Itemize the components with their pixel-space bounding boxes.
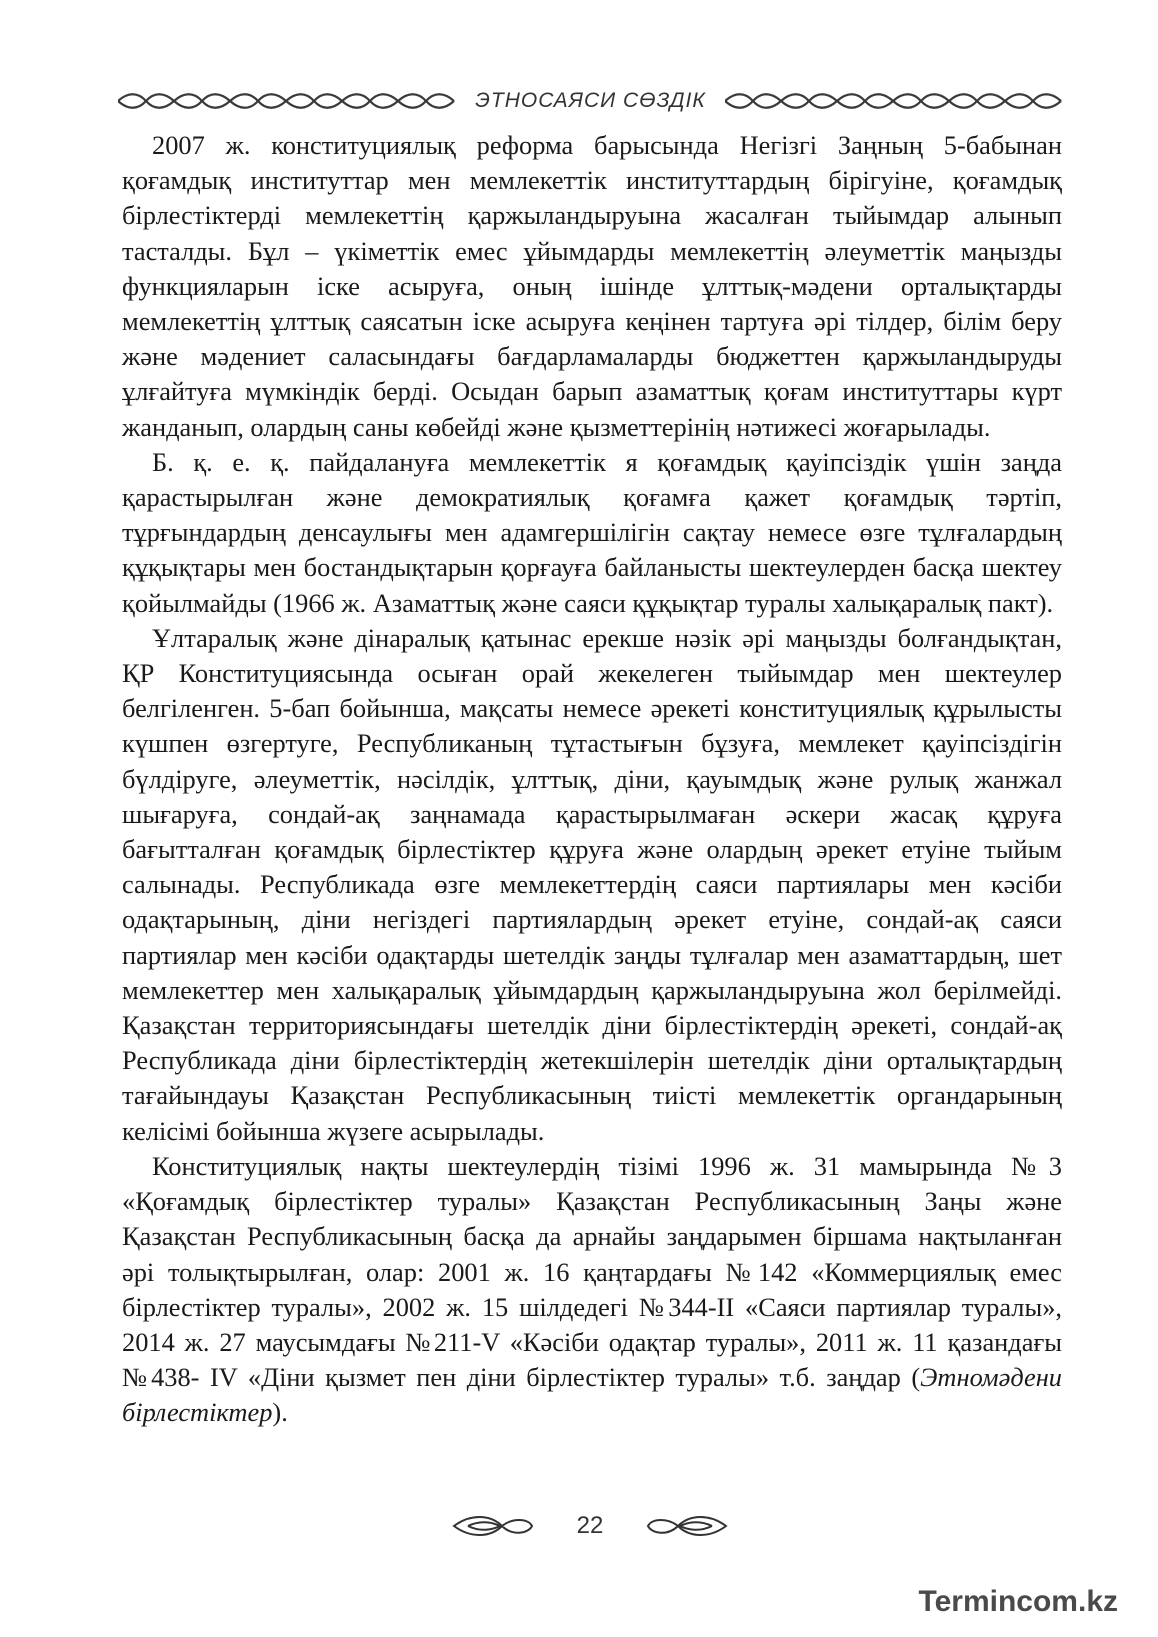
left-flourish-icon xyxy=(450,1512,536,1540)
page-footer xyxy=(450,1506,730,1546)
cross-reference-link: Этномәдени бірлестіктер xyxy=(122,1362,1062,1428)
right-ornament-icon xyxy=(725,90,1063,112)
page-header xyxy=(118,86,1063,116)
paragraph-4-tail: ). xyxy=(272,1397,288,1428)
paragraph-4-text: Конституциялық нақты шектеулердің тізімі 1996 ж. 31 мамырында №3 «Қоғамдық бірлестіктер туралы» Қазақстан Республикасының Заңы және Қазақстан Республикасының басқа да арнайы заңдарымен біршама нақтыланған әрі толықтырылған, олар: 2001 ж. 16 қаңтардағы №142 «Коммерциялық емес бірлестіктер туралы», 2002 ж. 15 шілдедегі №344-ІІ «Саяси партиялар туралы», 2014 ж. 27 маусымдағы №211-V «Кәсіби одақтар туралы», 2011 ж. 11 қазандағы №438- IV «Діни қызмет пен діни бірлестіктер туралы» т.б. заңдар ( xyxy=(122,1150,1062,1393)
page-title: ЭТНОСАЯСИ СӨЗДІК xyxy=(475,89,706,112)
watermark-logo: Termincom.kz xyxy=(918,1585,1118,1618)
paragraph-2: Б. қ. е. қ. пайдалануға мемлекеттік я қоғамдық қауіпсіздік үшін заңда қарастырылған және демократиялық қоғамға қажет қоғамдық тәртіп, тұрғындардың денсаулығы мен адамгершілігін сақтау немесе өзге тұлғалардың құқықтары мен бостандықтарын қорғауға байланысты шектеулерден басқа шектеу қойылмайды (1966 ж. Азаматтық және саяси құқықтар туралы халықаралық пакт). xyxy=(122,446,1062,618)
right-flourish-icon xyxy=(644,1512,730,1540)
left-ornament-icon xyxy=(118,90,456,112)
paragraph-3: Ұлтаралық және дінаралық қатынас ерекше нәзік әрі маңызды болғандықтан, ҚР Конституциясында осыған орай жекелеген тыйымдар мен шектеулер белгіленген. 5-бап бойынша, мақсаты немесе әрекеті конституциялық құрылысты күшпен өзгертуге, Республиканың тұтастығын бұзуға, мемлекет қауіпсіздігін бүлдіруге, әлеуметтік, нәсілдік, ұлттық, діни, қауымдық және рулық жанжал шығаруға, сондай-ақ заңнамада қарастырылмаған әскери жасақ құруға бағытталған қоғамдық бірлестіктер құруға және олардың әрекет етуіне тыйым салынады. Республикада өзге мемлекеттердің саяси партиялары мен кәсіби одақтарының, діни негіздегі партиялардың әрекет етуіне, сондай-ақ саяси партиялар мен кәсіби одақтарды шетелдік заңды тұлғалар мен азаматтардың, шет мемлекеттер мен халықаралық ұйымдардың қаржыландыруына жол берілмейді. Қазақстан территориясындағы шетелдік діни бірлестіктердің әрекеті, сондай-ақ Республикада діни бірлестіктердің жетекшілерін шетелдік діни орталықтардың тағайындауы Қазақстан Республикасының тиісті мемлекеттік органдарының келісімі бойынша жүзеге асырылады. xyxy=(122,622,1062,1146)
page-number: 22 xyxy=(576,1512,604,1539)
paragraph-4 xyxy=(122,1149,1062,1431)
body-text xyxy=(122,128,1062,1431)
paragraph-1: 2007 ж. конституциялық реформа барысында Негізгі Заңның 5-бабынан қоғамдық институттар мен мемлекеттік институттардың бірігуіне, қоғамдық бірлестіктерді мемлекеттің қаржыландыруына жасалған тыйымдар алынып тасталды. Бұл – үкіметтік емес ұйымдарды мемлекеттің әлеуметтік маңызды функцияларын іске асыруға, оның ішінде ұлттық-мәдени орталықтарды мемлекеттің ұлттық саясатын іске асыруға кеңінен тартуға әрі тілдер, білім беру және мәдениет саласындағы бағдарламаларды бюджеттен қаржыландыруды ұлғайтуға мүмкіндік берді. Осыдан барып азаматтық қоғам институттары күрт жанданып, олардың саны көбейді және қызметтерінің нәтижесі жоғарылады. xyxy=(122,130,1062,442)
